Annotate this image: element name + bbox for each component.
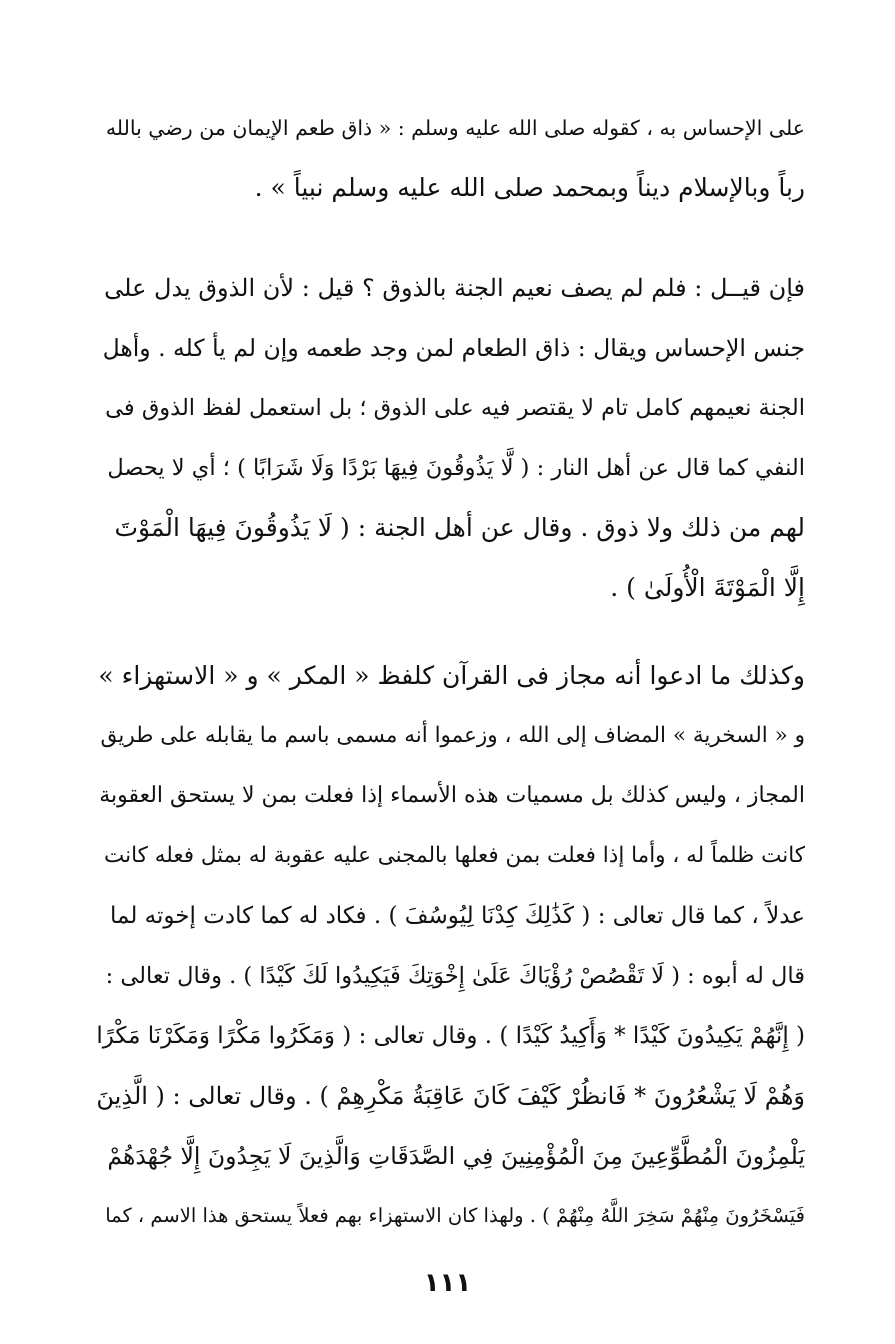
- text-line: جنس الإحساس ويقال : ذاق الطعام لمن وجد طعمه وإن لم يأ كله . وأهل: [102, 334, 805, 362]
- text-line: رباً وبالإسلام ديناً وبمحمد صلى الله عليه وسلم نبياً » .: [254, 173, 805, 202]
- text-line: الجنة نعيمهم كامل تام لا يقتصر فيه على الذوق ؛ بل استعمل لفظ الذوق فى: [105, 395, 805, 421]
- paragraph-2: [96, 258, 805, 618]
- text-line: لهم من ذلك ولا ذوق . وقال عن أهل الجنة : ( لَا يَذُوقُونَ فِيهَا الْمَوْتَ: [114, 513, 805, 542]
- page-number: ١١١: [423, 1268, 472, 1298]
- paragraph-3: [96, 646, 805, 1246]
- text-line: فإن قيــل : فلم لم يصف نعيم الجنة بالذوق ؟ قيل : لأن الذوق يدل على: [104, 274, 805, 302]
- text-line: على الإحساس به ، كقوله صلى الله عليه وسلم : « ذاق طعم الإيمان من رضي بالله: [105, 116, 805, 140]
- text-line: وكذلك ما ادعوا أنه مجاز فى القرآن كلفظ « المكر » و « الاستهزاء »: [98, 661, 805, 690]
- text-line: كانت ظلماً له ، وأما إذا فعلت بمن فعلها بالمجنى عليه عقوبة له بمثل فعله كانت: [104, 843, 805, 868]
- paragraph-1: [96, 98, 805, 218]
- text-line: إِلَّا الْمَوْتَةَ الْأُولَىٰ ) .: [610, 573, 805, 602]
- text-line: يَلْمِزُونَ الْمُطَّوِّعِينَ مِنَ الْمُؤْمِنِينَ فِي الصَّدَقَاتِ وَالَّذِينَ لَا يَجِدُونَ إِلَّا جُهْدَهُمْ: [107, 1142, 805, 1170]
- text-line: المجاز ، وليس كذلك بل مسميات هذه الأسماء إذا فعلت بمن لا يستحق العقوبة: [99, 783, 805, 808]
- text-line: النفي كما قال عن أهل النار : ( لَّا يَذُوقُونَ فِيهَا بَرْدًا وَلَا شَرَابًا ) ؛ أي لا يحصل: [107, 455, 805, 481]
- text-line: فَيَسْخَرُونَ مِنْهُمْ سَخِرَ اللَّهُ مِنْهُمْ ) . ولهذا كان الاستهزاء بهم فعلاً يستحق هذا الاسم ، كما: [105, 1204, 805, 1227]
- text-line: عدلاً ، كما قال تعالى : ( كَذَٰلِكَ كِدْنَا لِيُوسُفَ ) . فكاد له كما كادت إخوته لما: [110, 903, 805, 929]
- text-line: قال له أبوه : ( لَا تَقْصُصْ رُؤْيَاكَ عَلَىٰ إِخْوَتِكَ فَيَكِيدُوا لَكَ كَيْدًا ) . وقال تعالى :: [105, 963, 805, 989]
- text-line: وَهُمْ لَا يَشْعُرُونَ * فَانظُرْ كَيْفَ كَانَ عَاقِبَةُ مَكْرِهِمْ ) . وقال تعالى : ( الَّذِينَ: [96, 1082, 805, 1110]
- text-line: و « السخرية » المضاف إلى الله ، وزعموا أنه مسمى باسم ما يقابله على طريق: [100, 723, 805, 748]
- text-line: ( إِنَّهُمْ يَكِيدُونَ كَيْدًا * وَأَكِيدُ كَيْدًا ) . وقال تعالى : ( وَمَكَرُوا مَكْرًا وَمَكَرْنَا مَكْرًا: [96, 1023, 805, 1049]
